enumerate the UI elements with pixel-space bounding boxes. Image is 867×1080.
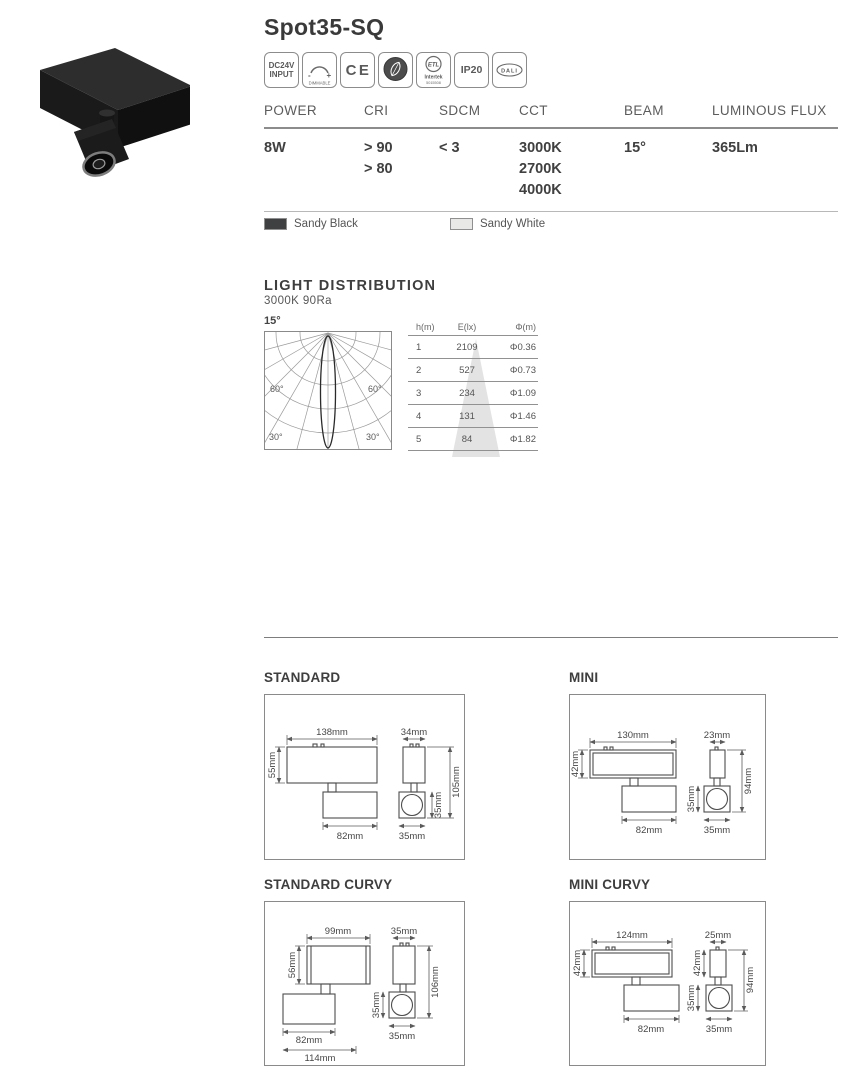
etl-brand: Intertek xyxy=(424,74,443,81)
dim-side-head-height: 35mm xyxy=(433,791,444,819)
dim-head-width: 82mm xyxy=(295,1035,323,1046)
leaf-eco-icon xyxy=(378,52,413,88)
dim-side-head-height: 35mm xyxy=(686,785,697,813)
light-distribution-title: LIGHT DISTRIBUTION xyxy=(264,278,437,294)
photometric-header-row: h(m) E(lx) Φ(m) xyxy=(408,318,538,336)
dim-head-width: 82mm xyxy=(336,831,364,842)
spec-header-power: POWER xyxy=(264,103,318,118)
dim-total-height: 94mm xyxy=(743,767,754,795)
dim-front-width: 138mm xyxy=(316,727,348,738)
standard-drawing xyxy=(264,694,465,860)
spec-cct: 3000K 2700K 4000K xyxy=(519,140,562,199)
dimmable-badge-icon xyxy=(302,52,337,88)
section-divider xyxy=(264,637,838,638)
ce-mark-icon: CE xyxy=(340,52,375,88)
mini-drawing xyxy=(569,694,766,860)
dim-total-width: 114mm xyxy=(304,1053,336,1064)
standard-curvy-drawing xyxy=(264,901,465,1066)
beam-angle-label: 15° xyxy=(264,315,281,327)
spec-table xyxy=(264,103,838,212)
spec-header-sdcm: SDCM xyxy=(439,103,481,118)
dim-front-height: 55mm xyxy=(267,751,278,779)
spec-header-cri: CRI xyxy=(364,103,389,118)
etl-number: 5015508 xyxy=(426,81,441,85)
ip20-badge: IP20 xyxy=(454,52,489,88)
dimmable-label: DIMMABLE xyxy=(308,80,331,86)
spec-sdcm: < 3 xyxy=(439,140,460,156)
spec-value-row xyxy=(264,129,838,212)
product-photo xyxy=(12,12,190,180)
certification-badges xyxy=(264,52,527,88)
dali-label: DALI xyxy=(501,68,518,75)
dimmable-minus: - xyxy=(308,71,311,80)
dim-front-width: 124mm xyxy=(616,930,648,941)
polar-diagram xyxy=(264,331,392,450)
photometric-row: 5 84 Φ1.82 xyxy=(408,428,538,451)
photometric-row: 1 2109 Φ0.36 xyxy=(408,336,538,359)
dim-side-width: 23mm xyxy=(703,730,731,741)
spec-cri: > 90 > 80 xyxy=(364,140,393,178)
spec-flux: 365Lm xyxy=(712,140,758,156)
dc24v-input-badge xyxy=(264,52,299,88)
dim-side-head-width: 35mm xyxy=(703,825,731,836)
dim-front-width: 130mm xyxy=(617,730,649,741)
photometric-table xyxy=(408,318,538,451)
dc24v-line2: INPUT xyxy=(269,70,294,79)
polar-label-30-right: 30° xyxy=(366,432,380,442)
mini-curvy-drawing xyxy=(569,901,766,1066)
dim-side-width: 35mm xyxy=(390,926,418,937)
dim-total-height: 106mm xyxy=(430,966,441,998)
spec-header-cct: CCT xyxy=(519,103,548,118)
dim-side-width: 34mm xyxy=(400,727,428,738)
photometric-row: 4 131 Φ1.46 xyxy=(408,405,538,428)
sandy-black-swatch xyxy=(264,218,287,230)
spec-beam: 15° xyxy=(624,140,646,156)
standard-title: STANDARD xyxy=(264,670,341,685)
dim-side-body-height: 42mm xyxy=(692,949,703,977)
dim-total-height: 105mm xyxy=(451,766,462,798)
spec-header-row xyxy=(264,103,838,129)
mini-title: MINI xyxy=(569,670,599,685)
sandy-white-swatch xyxy=(450,218,473,230)
photometric-row: 2 527 Φ0.73 xyxy=(408,359,538,382)
dim-front-width: 99mm xyxy=(324,926,352,937)
mini-curvy-title: MINI CURVY xyxy=(569,877,651,892)
dim-head-width: 82mm xyxy=(637,1024,665,1035)
dimmable-plus: + xyxy=(326,71,332,80)
photometric-row: 3 234 Φ1.09 xyxy=(408,382,538,405)
dim-side-head-width: 35mm xyxy=(398,831,426,842)
polar-label-30-left: 30° xyxy=(269,432,283,442)
dc24v-line1: DC24V xyxy=(268,60,295,70)
light-distribution-subtitle: 3000K 90Ra xyxy=(264,295,332,307)
dim-side-head-height: 35mm xyxy=(686,984,697,1012)
dim-front-height: 42mm xyxy=(570,750,581,778)
spec-header-beam: BEAM xyxy=(624,103,664,118)
etl-intertek-icon xyxy=(416,52,451,88)
spec-power: 8W xyxy=(264,140,286,156)
sandy-black-label: Sandy Black xyxy=(294,218,358,230)
etl-label: ETL xyxy=(427,62,440,69)
spec-header-flux: LUMINOUS FLUX xyxy=(712,103,827,118)
dim-side-width: 25mm xyxy=(704,930,732,941)
dim-side-head-width: 35mm xyxy=(705,1024,733,1035)
page-title: Spot35-SQ xyxy=(264,14,385,40)
dim-side-head-width: 35mm xyxy=(388,1031,416,1042)
dim-total-height: 94mm xyxy=(745,966,756,994)
finish-options xyxy=(264,218,545,230)
dim-head-width: 82mm xyxy=(635,825,663,836)
sandy-white-label: Sandy White xyxy=(479,218,546,230)
standard-curvy-title: STANDARD CURVY xyxy=(264,877,393,892)
dim-side-head-height: 35mm xyxy=(371,991,382,1019)
polar-label-60-right: 60° xyxy=(368,384,382,394)
polar-label-60-left: 60° xyxy=(270,384,284,394)
dali-badge-icon xyxy=(492,52,527,88)
dim-front-height: 56mm xyxy=(287,951,298,979)
dim-front-height: 42mm xyxy=(572,949,583,977)
